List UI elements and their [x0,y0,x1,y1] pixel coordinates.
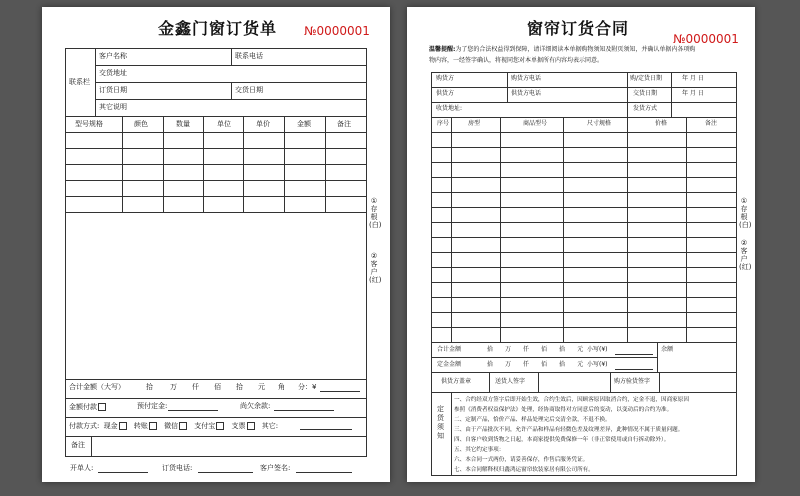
notice-line-2: 物内容，一经签字确认，将视同您对本单据所有内容均表示同意。 [429,57,604,64]
deposit-amount-label: 定金金额 [437,361,462,368]
total-amount-label: 合计金额（大写） [69,383,125,391]
table-row-line [431,147,737,148]
delivery-date-value: 年 月 日 [682,90,704,97]
delivery-sign-label: 送货人签字 [495,378,526,385]
contract-number: №0000001 [673,32,739,46]
table-row-line [431,237,737,238]
form-number: №0000001 [304,24,370,38]
order-date-label: 订货日期 [99,86,127,94]
col-color: 颜色 [134,120,148,128]
copy-label-stub: ①存根(白) [369,197,382,229]
table-row-line [431,252,737,253]
unit-fen: 分：¥ [298,383,317,391]
order-form-sheet [42,7,390,482]
col-size-spec: 尺寸规格 [587,120,612,127]
delivery-date-label: 交货日期 [633,90,658,97]
form-title: 金鑫门窗订货单 [158,19,278,38]
unit-wan: 万 [170,383,177,391]
copy-label-customer: ②客户(红) [739,239,752,271]
payment-amount-label: 金额付款 [69,403,106,411]
table-row-line [431,297,737,298]
unit-ten: 拾 [146,383,153,391]
copy-label-stub: ①存根(白) [739,197,752,229]
other-notes-label: 其它说明 [99,103,127,111]
col-price: 价格 [655,120,668,127]
receiving-address-label: 收货地址: [436,105,463,112]
table-row-line [431,327,737,328]
col-unit-price: 单价 [256,120,270,128]
terms-list: 一、合约经双方签字后即开始生效，合约生效后，因顾客原因取消合约，定金不退，因商家原因 参照《消费者权益保护法》处理，经协商取得对方同意后的变动，以变动后的合约为准。 二、定制产品，恰价产品、样品处理完后交清全款，不退不换。 三、由于产品批次不同，允许产品和样品有轻微色差及纹理差异，此种情况不属于质量问题。 四、自客户收到货物之日起，本商家提供免费保修一年（非正常使用或自行拆动除外）。 五、其它约定事项： 六、本合同一式两份，请妥善保存，作售后服务凭证。 七、本合同解释权归鑫鸿运窗帘软装家居有限公司所有。 [454,397,689,473]
col-amount: 金额 [297,120,311,128]
supplier-seal-label: 供货方盖章 [441,378,472,385]
order-date-value: 年 月 日 [682,75,704,82]
table-row-line [431,192,737,193]
table-row-line [431,207,737,208]
col-remark: 备注 [705,120,718,127]
table-row-line [431,162,737,163]
deposit-label: 预付定金: [137,402,168,410]
deposit-lowercase-label: 小写(¥) [587,361,608,368]
total-amount-label: 合计金额 [437,346,462,353]
transfer-checkbox[interactable] [149,422,157,430]
total-lowercase-label: 小写(¥) [587,346,608,353]
balance-label: 尚欠余款: [240,402,271,410]
alipay-checkbox[interactable] [216,422,224,430]
notice-line-1: 温馨提醒:为了您的合法权益得到保障，请详细阅读本单据购物须知及附页须知，并确认单据内各项购 [429,46,696,53]
deposit-amount-units: 拾 万 仟 佰 拾 元 [487,361,584,368]
order-date-label: 购/定货日期 [630,75,663,82]
payment-methods-row: 付款方式: 现金 转账 微信 支付宝 支票 其它: [69,422,279,430]
balance-label: 余额 [661,346,674,353]
shipping-method-label: 发货方式 [633,105,658,112]
buyer-inspection-label: 购方验货签字 [614,378,651,385]
col-model-spec: 型号规格 [75,120,103,128]
buyer-phone-label: 购货方电话 [511,75,542,82]
col-product-model: 商品型号 [523,120,548,127]
unit-bai: 佰 [214,383,221,391]
col-remark: 备注 [337,120,351,128]
col-quantity: 数量 [176,120,190,128]
unit-qian: 仟 [192,383,199,391]
cheque-checkbox[interactable] [247,422,255,430]
unit-jiao: 角 [278,383,285,391]
customer-name-label: 客户名称 [99,52,127,60]
contract-title: 窗帘订货合同 [527,19,630,38]
contract-sheet [407,7,755,482]
col-seq: 序号 [437,120,450,127]
buyer-label: 购货方 [436,75,455,82]
unit-yuan: 元 [258,383,265,391]
contact-section-label: 联系栏 [69,78,90,86]
cash-checkbox[interactable] [119,422,127,430]
table-row-line [431,312,737,313]
copy-label-customer: ②客户(红) [369,252,382,284]
total-amount-units: 拾 万 仟 佰 拾 元 [487,346,584,353]
col-room: 房型 [468,120,481,127]
delivery-address-label: 交货地址 [99,69,127,77]
wechat-checkbox[interactable] [179,422,187,430]
issuer-label: 开单人: [70,464,94,472]
order-phone-label: 订货电话: [162,464,193,472]
supplier-label: 供货方 [436,90,455,97]
table-row-line [431,282,737,283]
table-row-line [431,177,737,178]
remark-label: 备注 [71,441,85,449]
customer-signature-label: 客户签名: [260,464,291,472]
delivery-date-label: 交货日期 [235,86,263,94]
table-row-line [431,222,737,223]
table-row-line [431,267,737,268]
terms-label: 定货须知 [437,405,444,440]
unit-shi: 拾 [236,383,243,391]
col-unit: 单位 [217,120,231,128]
contact-phone-label: 联系电话 [235,52,263,60]
supplier-phone-label: 供货方电话 [511,90,542,97]
payment-checkbox[interactable] [98,403,106,411]
